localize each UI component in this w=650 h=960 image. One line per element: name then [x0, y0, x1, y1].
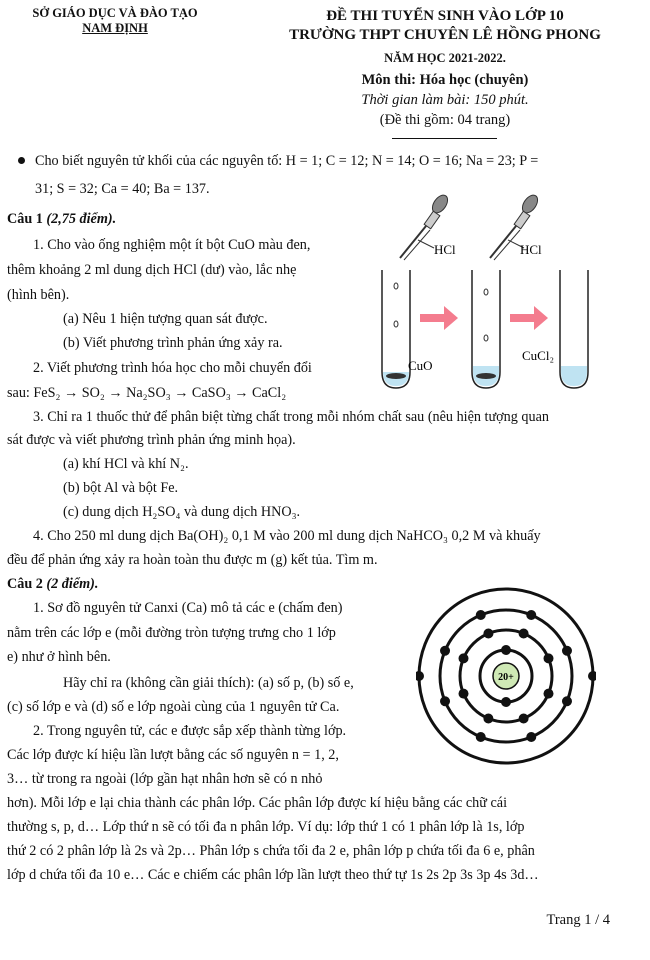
electron: [543, 689, 553, 699]
test-tube-icon: [560, 270, 588, 388]
department-header: [30, 6, 200, 36]
q1-p4-line2: đều để phản ứng xảy ra hoàn toàn thu được m (g) kết tủa. Tìm m.: [7, 552, 378, 568]
electron: [483, 713, 493, 723]
electron: [543, 653, 553, 663]
q1-p2-line2: sau: FeS₂ → SO₂ → Na₂SO₃ → CaSO₃ → CaCl₂: [7, 385, 287, 401]
electron: [588, 671, 596, 681]
header-divider: [392, 138, 497, 139]
q2-p2-line4: hơn). Mỗi lớp e lại chia thành các phân lớp. Các phân lớp được kí hiệu bằng các chữ cái: [7, 795, 508, 811]
electron: [501, 645, 511, 655]
q2-p2-line6: thứ 2 có 2 phân lớp là 2s và 2p… Phân lớp s chứa tối đa 2 e, phân lớp p chứa tối đa 6 e, phân: [7, 843, 535, 859]
electron: [562, 646, 572, 656]
q1-p3-c: (c) dung dịch H₂SO₄ và dung dịch HNO₃.: [63, 504, 301, 520]
bullet-icon: [18, 157, 25, 164]
q1-p1-b: (b) Viết phương trình phản ứng xảy ra.: [63, 335, 283, 351]
electron: [459, 653, 469, 663]
q1-p1-line1: 1. Cho vào ống nghiệm một ít bột CuO màu đen,: [33, 237, 311, 253]
exam-header: [250, 6, 640, 130]
q2-p2-line7: lớp d chứa tối đa 10 e… Các e chiếm các phân lớp lần lượt theo thứ tự 1s 2s 2p 3s 3p 4s 3d…: [7, 867, 539, 883]
q1-p2-line1: 2. Viết phương trình hóa học cho mỗi chuyển đổi: [33, 360, 312, 376]
electron: [476, 610, 486, 620]
q2-p1-line4: Hãy chỉ ra (không cần giải thích): (a) số p, (b) số e,: [63, 675, 354, 691]
q1-heading: Câu 1 (2,75 điểm).: [7, 211, 117, 227]
page-number: Trang 1 / 4: [546, 912, 610, 928]
label-cucl2: CuCl₂: [522, 348, 554, 363]
electron: [519, 713, 529, 723]
department-name: SỞ GIÁO DỤC VÀ ĐÀO TẠO: [32, 6, 198, 20]
exam-title: ĐỀ THI TUYỂN SINH VÀO LỚP 10: [326, 8, 564, 24]
exam-time: Thời gian làm bài: 150 phút.: [361, 92, 529, 108]
label-hcl-2: HCl: [520, 242, 542, 257]
nucleus-charge: 20+: [498, 672, 514, 683]
q1-p3-a: (a) khí HCl và khí N₂.: [63, 456, 189, 472]
electron: [440, 696, 450, 706]
q2-p2-line3: 3… từ trong ra ngoài (lớp gần hạt nhân hơn sẽ có n nhỏ: [7, 771, 323, 787]
atomic-masses-line2: 31; S = 32; Ca = 40; Ba = 137.: [35, 181, 210, 197]
label-cuo: CuO: [408, 358, 433, 373]
subject: Môn thi: Hóa học (chuyên): [361, 72, 529, 88]
electron: [526, 610, 536, 620]
atomic-masses-line1: Cho biết nguyên tử khối của các nguyên tố: H = 1; C = 12; N = 14; O = 16; Na = 23; P =: [18, 152, 538, 170]
q2-p2-line2: Các lớp được kí hiệu lần lượt bằng các số nguyên n = 1, 2,: [7, 747, 339, 763]
page-count: (Đề thi gồm: 04 trang): [379, 112, 511, 128]
test-tube-icon: [382, 270, 410, 388]
province-name: NAM ĐỊNH: [82, 21, 148, 35]
label-hcl-1: HCl: [434, 242, 456, 257]
electron: [501, 697, 511, 707]
q1-p3-line2: sát được và viết phương trình phản ứng minh họa).: [7, 432, 296, 448]
electron: [526, 732, 536, 742]
electron: [416, 671, 424, 681]
q1-p1-line3: (hình bên).: [7, 287, 70, 303]
test-tube-icon: [472, 270, 500, 388]
calcium-atom-diagram: [416, 586, 596, 766]
school-year: NĂM HỌC 2021-2022.: [384, 51, 506, 65]
electron: [519, 629, 529, 639]
q1-p3-b: (b) bột Al và bột Fe.: [63, 480, 179, 496]
school-name: TRƯỜNG THPT CHUYÊN LÊ HỒNG PHONG: [289, 27, 601, 43]
electron: [476, 732, 486, 742]
q2-p1-line3: e) như ở hình bên.: [7, 649, 111, 665]
q2-p2-line5: thường s, p, d… Lớp thứ n sẽ có tối đa n phân lớp. Ví dụ: lớp thứ 1 có 1 phân lớp là 1s, lớp: [7, 819, 525, 835]
q2-p2-line1: 2. Trong nguyên tử, các e được sắp xếp thành từng lớp.: [33, 723, 347, 739]
q2-heading: Câu 2 (2 điểm).: [7, 576, 99, 592]
arrow-right-icon: [510, 306, 548, 330]
q2-p1-line2: nằm trên các lớp e (mỗi đường tròn tượng trưng cho 1 lớp: [7, 625, 336, 641]
q1-figure: [372, 190, 602, 405]
electron: [459, 689, 469, 699]
electron: [562, 696, 572, 706]
electron: [483, 629, 493, 639]
q1-p3-line1: 3. Chỉ ra 1 thuốc thử để phân biệt từng chất trong mỗi nhóm chất sau (nêu hiện tượng quan: [33, 409, 549, 425]
q1-p4-line1: 4. Cho 250 ml dung dịch Ba(OH)₂ 0,1 M vào 200 ml dung dịch NaHCO₃ 0,2 M và khuấy: [33, 528, 541, 544]
arrow-right-icon: [420, 306, 458, 330]
q2-p1-line1: 1. Sơ đồ nguyên tử Canxi (Ca) mô tả các e (chấm đen): [33, 600, 343, 616]
q1-p1-a: (a) Nêu 1 hiện tượng quan sát được.: [63, 311, 268, 327]
q1-p1-line2: thêm khoảng 2 ml dung dịch HCl (dư) vào, lắc nhẹ: [7, 262, 297, 278]
electron: [440, 646, 450, 656]
q2-p1-line5: (c) số lớp e và (d) số e lớp ngoài cùng của 1 nguyên tử Ca.: [7, 699, 340, 715]
